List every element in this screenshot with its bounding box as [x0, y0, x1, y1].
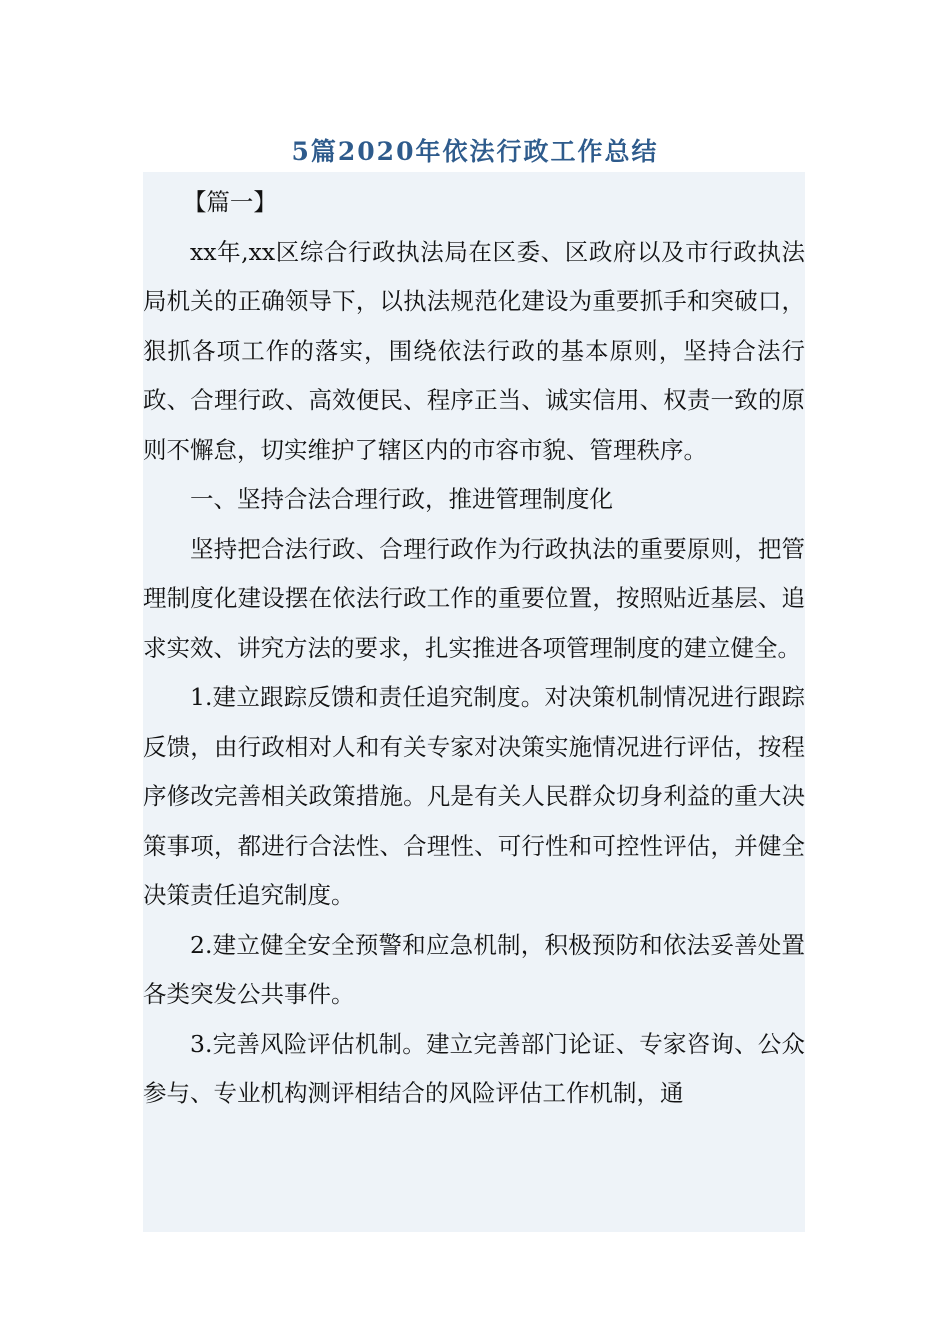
document-body	[143, 178, 805, 1119]
paragraph-item-2: 2.建立健全安全预警和应急机制，积极预防和依法妥善处置各类突发公共事件。	[143, 930, 805, 1008]
paragraph-item-3: 3.完善风险评估机制。建立完善部门论证、专家咨询、公众参与、专业机构测评相结合的风险评估工作机制，通	[143, 1029, 805, 1107]
section-label: 【篇一】	[182, 188, 277, 216]
paragraph-principle: 坚持把合法行政、合理行政作为行政执法的重要原则，把管理制度化建设摆在依法行政工作的重要位置，按照贴近基层、追求实效、讲究方法的要求，扎实推进各项管理制度的建立健全。	[143, 534, 805, 662]
paragraph-item-1: 1.建立跟踪反馈和责任追究制度。对决策机制情况进行跟踪反馈，由行政相对人和有关专家对决策实施情况进行评估，按程序修改完善相关政策措施。凡是有关人民群众切身利益的重大决策事项，都进行合法性、合理性、可行性和可控性评估，并健全决策责任追究制度。	[143, 683, 805, 909]
content-panel	[143, 172, 805, 1232]
section-heading-1: 一、坚持合法合理行政，推进管理制度化	[190, 485, 613, 513]
paragraph-intro: xx年,xx区综合行政执法局在区委、区政府以及市行政执法局机关的正确领导下，以执法规范化建设为重要抓手和突破口，狠抓各项工作的落实，围绕依法行政的基本原则，坚持合法行政、合理行政、高效便民、程序正当、诚实信用、权责一致的原则不懈怠，切实维护了辖区内的市容市貌、管理秩序。	[143, 237, 805, 464]
page-title: 5篇2020年依法行政工作总结	[291, 137, 659, 166]
